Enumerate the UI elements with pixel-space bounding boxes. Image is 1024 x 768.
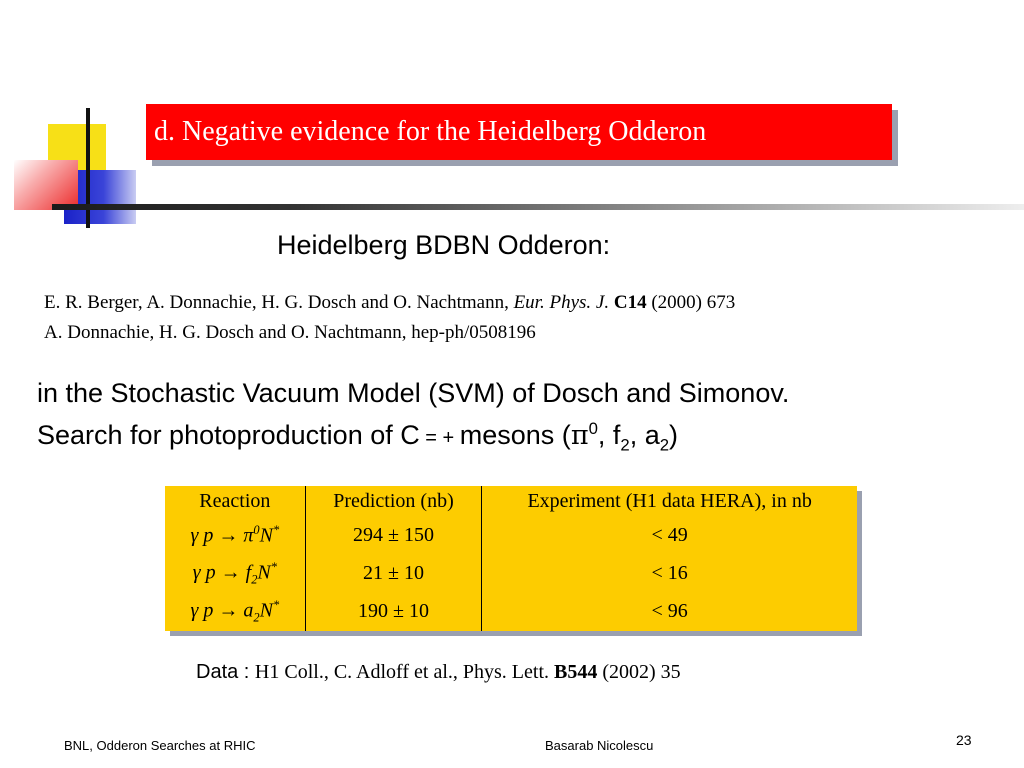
page-number: 23 — [956, 732, 972, 748]
reaction-target-sup: 0 — [253, 523, 260, 537]
slide-title: d. Negative evidence for the Heidelberg Odderon — [154, 116, 707, 147]
logo-vertical-line — [86, 108, 90, 228]
pi-symbol: π — [570, 420, 589, 451]
c-parity: = + — [419, 427, 460, 449]
mesons-label: mesons ( — [459, 420, 571, 450]
reference-1-rest: (2000) 673 — [651, 292, 736, 313]
reference-2: A. Donnachie, H. G. Dosch and O. Nachtmann, hep-ph/0508196 — [44, 322, 536, 343]
reaction-target-sub: 2 — [253, 610, 260, 625]
body-line-2-prefix: Search for photoproduction of C — [37, 420, 420, 450]
reaction-cell — [165, 554, 305, 592]
table-row — [165, 516, 857, 554]
sep-a: , a — [629, 420, 660, 450]
results-table — [165, 486, 857, 631]
reaction-prefix: γ p → — [192, 561, 246, 584]
footer-left: BNL, Odderon Searches at RHIC — [64, 738, 256, 753]
reaction-target-sub: 2 — [251, 572, 258, 587]
header-divider — [52, 204, 1024, 210]
header-experiment: Experiment (H1 data HERA), in nb — [527, 489, 812, 512]
footer-author: Basarab Nicolescu — [545, 738, 654, 753]
reference-1 — [44, 292, 735, 314]
a-subscript: 2 — [659, 435, 670, 455]
reference-1-journal: Eur. Phys. J. — [513, 292, 610, 313]
experiment-cell: < 96 — [651, 600, 688, 623]
reaction-star: * — [270, 559, 277, 574]
body-line-2 — [37, 419, 678, 455]
pi-superscript: 0 — [588, 419, 598, 438]
data-rest: (2002) 35 — [597, 661, 681, 683]
reaction-prefix: γ p → — [190, 599, 244, 622]
reaction-target: a — [243, 599, 254, 622]
data-text: H1 Coll., C. Adloff et al., Phys. Lett. — [254, 661, 554, 683]
f-subscript: 2 — [620, 435, 630, 455]
data-volume: B544 — [554, 661, 598, 683]
slide-subtitle: Heidelberg BDBN Odderon: — [277, 230, 611, 260]
reaction-suffix: N — [257, 561, 271, 584]
data-label: Data : — [196, 661, 255, 683]
prediction-cell: 21 ± 10 — [305, 554, 482, 592]
reaction-star: * — [272, 523, 280, 537]
body-line-1: in the Stochastic Vacuum Model (SVM) of Dosch and Simonov. — [37, 378, 790, 408]
sep-f: , f — [597, 420, 621, 450]
header-reaction: Reaction — [165, 486, 305, 516]
close-paren: ) — [669, 420, 679, 450]
reaction-prefix: γ p → — [190, 524, 244, 547]
table-header-row — [165, 486, 857, 516]
data-reference — [196, 661, 681, 684]
reference-1-authors: E. R. Berger, A. Donnachie, H. G. Dosch and O. Nachtmann, — [44, 292, 509, 313]
reaction-suffix: N — [259, 599, 273, 622]
reaction-target: f — [245, 561, 252, 584]
title-banner — [146, 104, 892, 160]
reaction-suffix: N — [259, 524, 273, 547]
reaction-target: π — [243, 524, 254, 547]
table-row — [165, 554, 857, 592]
header-prediction: Prediction (nb) — [305, 486, 482, 516]
reaction-cell — [165, 516, 305, 554]
reaction-star: * — [272, 598, 280, 613]
prediction-cell: 294 ± 150 — [305, 516, 482, 554]
table-row — [165, 593, 857, 631]
prediction-cell: 190 ± 10 — [305, 593, 482, 631]
reaction-cell — [165, 593, 305, 631]
experiment-cell: < 16 — [651, 562, 688, 585]
logo-red-square — [14, 160, 78, 210]
reference-1-volume: C14 — [613, 292, 647, 313]
experiment-cell: < 49 — [651, 523, 688, 546]
